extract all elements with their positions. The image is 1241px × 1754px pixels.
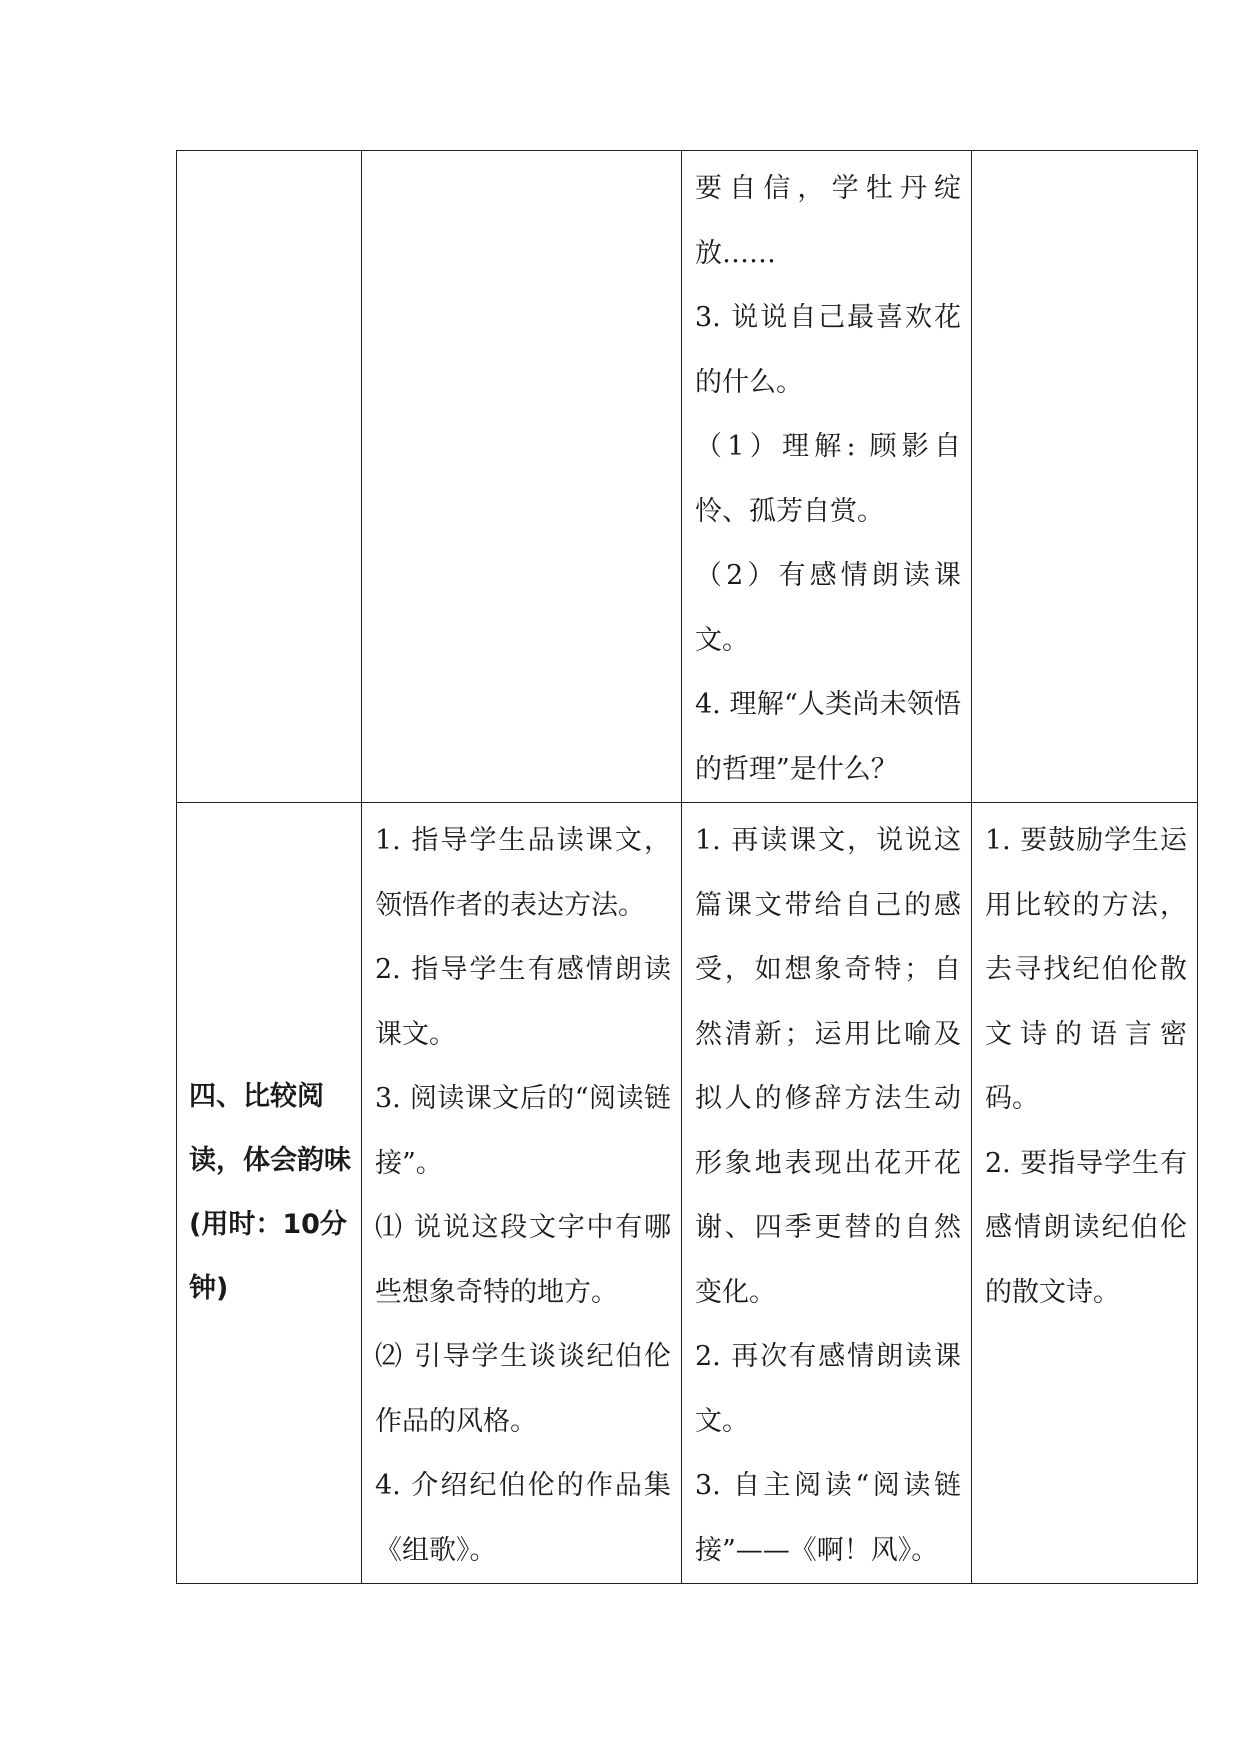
teacher-activity-cell <box>362 803 682 1584</box>
teacher-activity-item: 1. 指导学生品读课文，领悟作者的表达方法。 <box>375 825 671 921</box>
teacher-activity-item: 2. 指导学生有感情朗读课文。 <box>375 954 671 1050</box>
stage-cell <box>177 803 362 1584</box>
teacher-activity-item: ⑴ 说说这段文字中有哪些想象奇特的地方。 <box>375 1212 671 1308</box>
table-row <box>177 803 1198 1584</box>
design-note-item: 1. 要鼓励学生运用比较的方法，去寻找纪伯伦散文诗的语言密码。 <box>985 825 1187 1114</box>
student-activity-cell <box>682 151 972 803</box>
design-note-item: 2. 要指导学生有感情朗读纪伯伦的散文诗。 <box>985 1147 1187 1308</box>
student-activity-item: 3. 说说自己最喜欢花的什么。 <box>695 302 961 398</box>
student-activity-cell <box>682 803 972 1584</box>
student-activity-item: 4. 理解“人类尚未领悟的哲理”是什么？ <box>695 689 961 785</box>
lesson-plan-table <box>176 150 1198 1584</box>
teacher-activity-cell <box>362 151 682 803</box>
table-row <box>177 151 1198 803</box>
design-notes-cell <box>972 803 1198 1584</box>
student-activity-item: （1）理解: 顾影自怜、孤芳自赏。 <box>695 431 961 527</box>
stage-title: 四、比较阅读，体会韵味(用时：10分钟) <box>189 1081 351 1304</box>
student-activity-item: 2. 再次有感情朗读课文。 <box>695 1341 961 1437</box>
student-activity-item: 3. 自主阅读“阅读链接”——《啊！风》。 <box>695 1470 961 1566</box>
stage-cell <box>177 151 362 803</box>
student-activity-item: （2）有感情朗读课文。 <box>695 560 961 656</box>
design-notes-cell <box>972 151 1198 803</box>
teacher-activity-item: 4. 介绍纪伯伦的作品集《组歌》。 <box>375 1470 671 1566</box>
student-activity-item: 要自信，学牡丹绽放…… <box>695 173 961 269</box>
teacher-activity-item: ⑵ 引导学生谈谈纪伯伦作品的风格。 <box>375 1341 671 1437</box>
student-activity-item: 1. 再读课文，说说这篇课文带给自己的感受，如想象奇特；自然清新；运用比喻及拟人的修辞方法生动形象地表现出花开花谢、四季更替的自然变化。 <box>695 825 961 1308</box>
teacher-activity-item: 3. 阅读课文后的“阅读链接”。 <box>375 1083 671 1179</box>
